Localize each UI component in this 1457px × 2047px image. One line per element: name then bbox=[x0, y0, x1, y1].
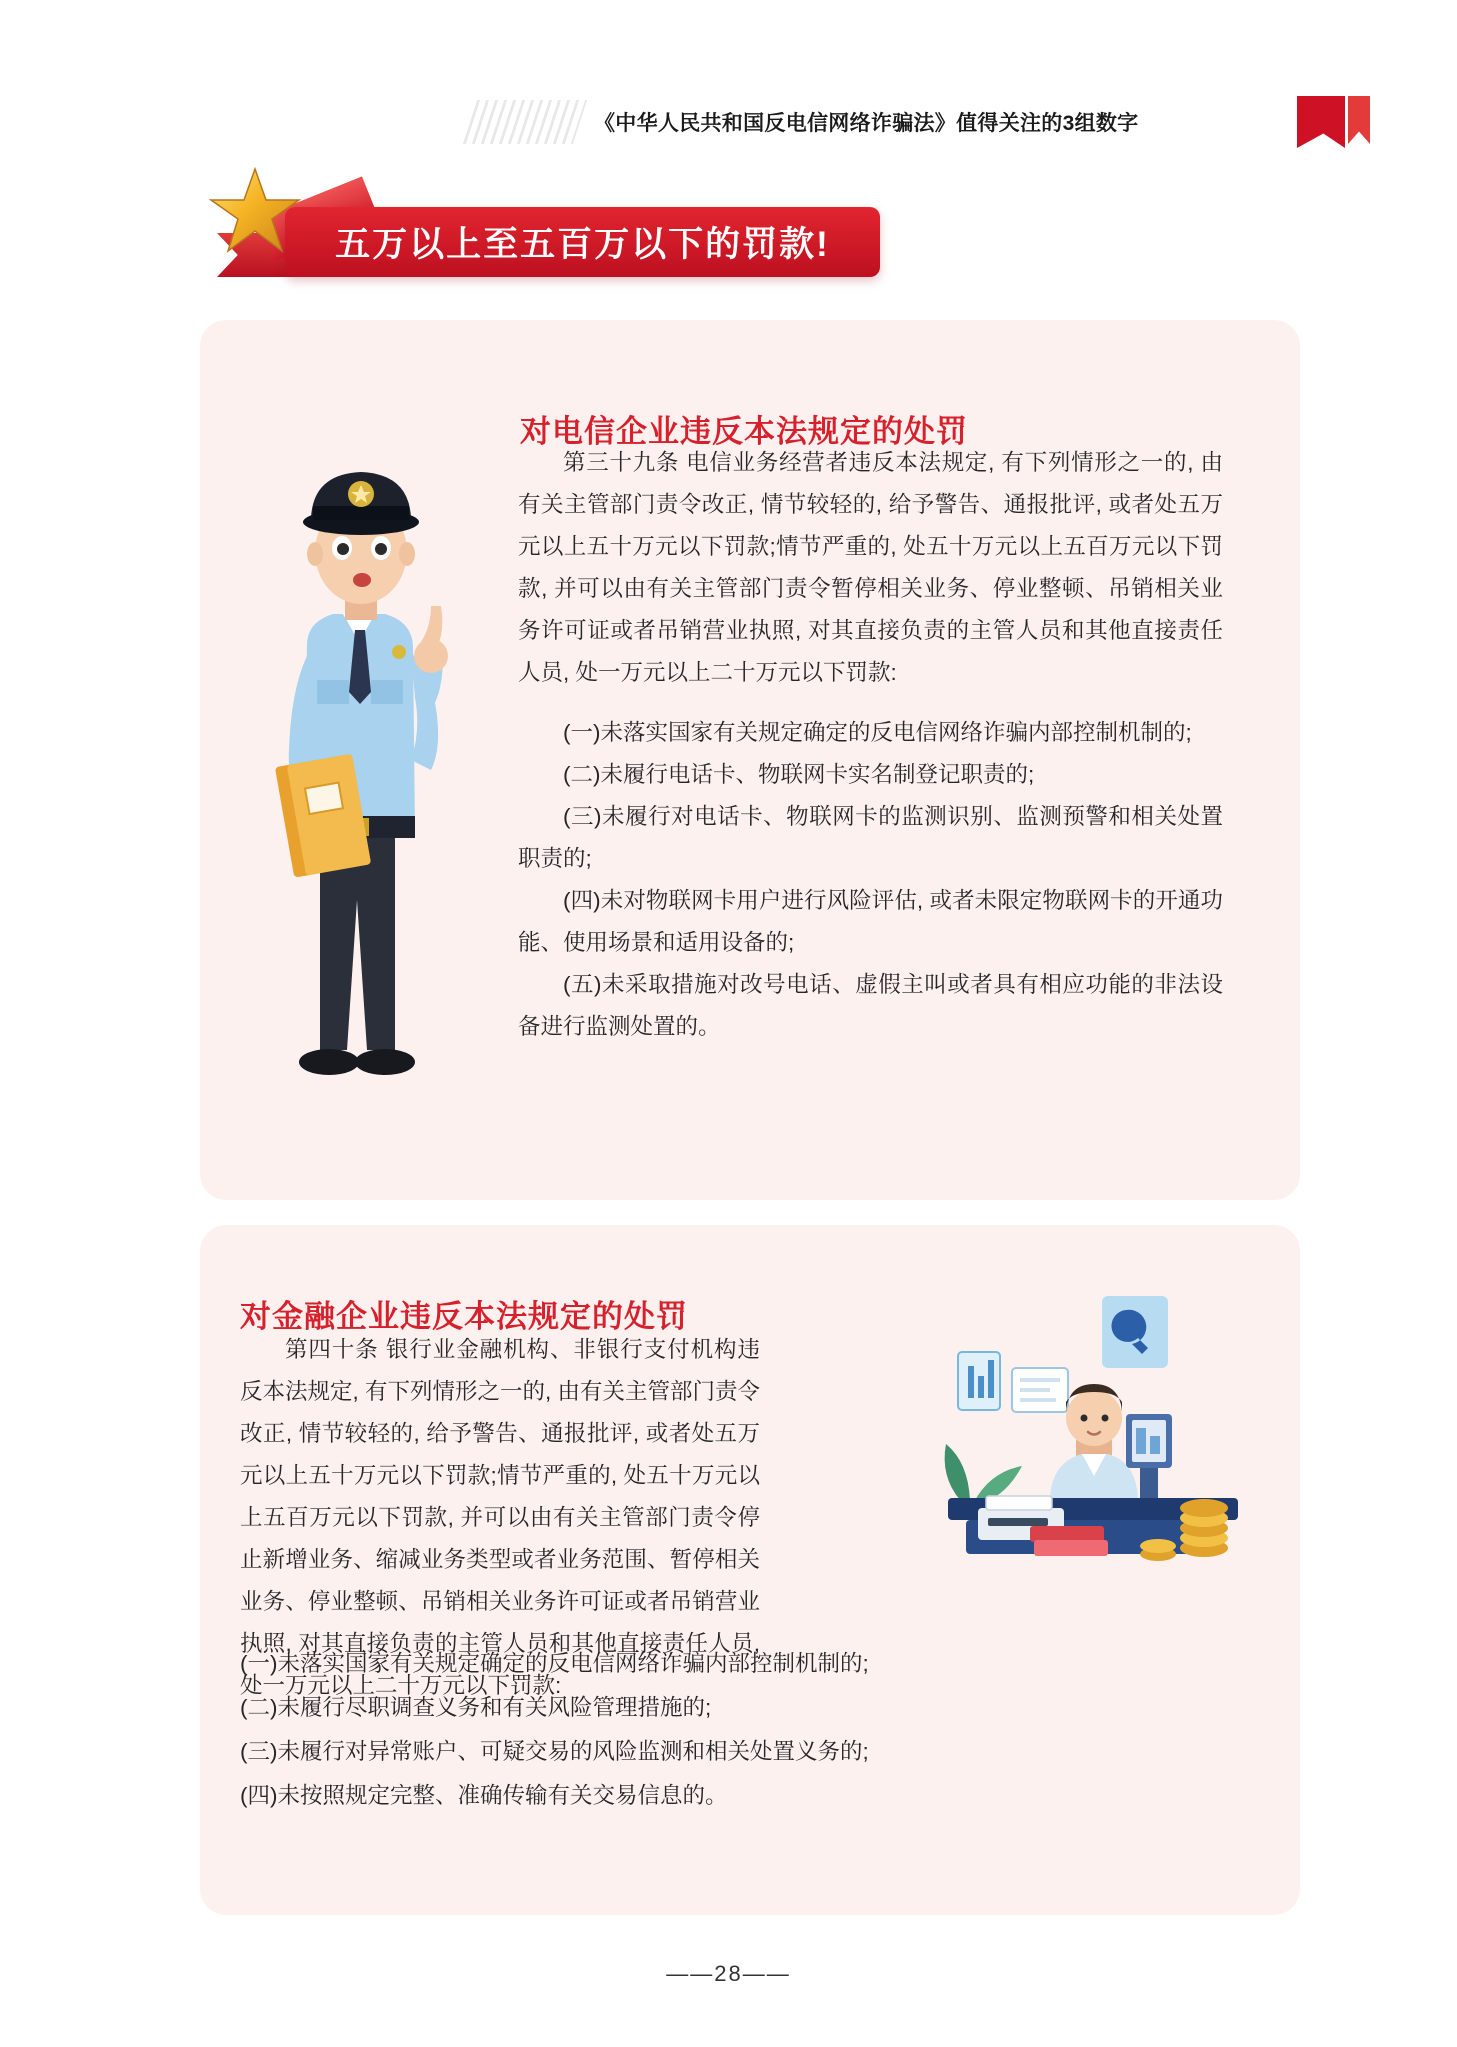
list-item: (二)未履行尽职调查义务和有关风险管理措施的; bbox=[240, 1695, 712, 1720]
header-red-bookmark-small bbox=[1348, 96, 1370, 144]
ribbon-title: 五万以上至五百万以下的罚款! bbox=[335, 225, 830, 264]
list-item: (五)未采取措施对改号电话、虚假主叫或者具有相应功能的非法设备进行监测处置的。 bbox=[518, 972, 1223, 1039]
page-number: ——28—— bbox=[666, 1961, 791, 1986]
list-item: (四)未对物联网卡用户进行风险评估, 或者未限定物联网卡的开通功能、使用场景和适用设备的; bbox=[518, 888, 1223, 955]
telecom-section-items bbox=[518, 712, 1223, 1048]
ribbon-title-box bbox=[285, 207, 880, 277]
list-item: (三)未履行对电话卡、物联网卡的监测识别、监测预警和相关处置职责的; bbox=[518, 804, 1223, 871]
telecom-section-title: 对电信企业违反本法规定的处罚 bbox=[520, 413, 968, 449]
ribbon-banner bbox=[195, 155, 1095, 295]
header-title: 《中华人民共和国反电信网络诈骗法》值得关注的3组数字 bbox=[594, 112, 1139, 135]
list-item: (四)未按照规定完整、准确传输有关交易信息的。 bbox=[240, 1783, 728, 1808]
finance-section-title: 对金融企业违反本法规定的处罚 bbox=[240, 1298, 688, 1334]
gold-star-icon bbox=[195, 155, 315, 275]
list-item: (三)未履行对异常账户、可疑交易的风险监测和相关处置义务的; bbox=[240, 1739, 869, 1764]
police-officer-illustration bbox=[225, 430, 505, 1120]
page-header bbox=[470, 98, 1370, 146]
finance-section-items bbox=[240, 1643, 1200, 1819]
list-item: (一)未落实国家有关规定确定的反电信网络诈骗内部控制机制的; bbox=[563, 720, 1192, 745]
list-item: (二)未履行电话卡、物联网卡实名制登记职责的; bbox=[563, 762, 1035, 787]
telecom-section-body: 第三十九条 电信业务经营者违反本法规定, 有下列情形之一的, 由有关主管部门责令改正, 情节较轻的, 给予警告、通报批评, 或者处五万元以上五十万元以下罚款;情节严重的, 处五十万元以上五百万元以下罚款, 并可以由有关主管部门责令暂停相关业务、停业整顿、吊销相关业务许可证或者吊销营业执照, 对其直接负责的主管人员和其他直接责任人员, 处一万元以上二十万元以下罚款: bbox=[518, 450, 1223, 685]
header-red-bookmark bbox=[1297, 96, 1345, 148]
header-stripe-decoration bbox=[463, 100, 587, 144]
bank-teller-illustration bbox=[930, 1290, 1260, 1580]
finance-section-body: 第四十条 银行业金融机构、非银行支付机构违反本法规定, 有下列情形之一的, 由有关主管部门责令改正, 情节较轻的, 给予警告、通报批评, 或者处五万元以上五十万元以下罚款;情节严重的, 处五十万元以上五百万元以下罚款, 并可以由有关主管部门责令停止新增业务、缩减业务类型或者业务范围、暂停相关业务、停业整顿、吊销相关业务许可证或者吊销营业执照, 对其直接负责的主管人员和其他直接责任人员, 处一万元以上二十万元以下罚款: bbox=[240, 1337, 761, 1698]
list-item: (一)未落实国家有关规定确定的反电信网络诈骗内部控制机制的; bbox=[240, 1651, 869, 1676]
